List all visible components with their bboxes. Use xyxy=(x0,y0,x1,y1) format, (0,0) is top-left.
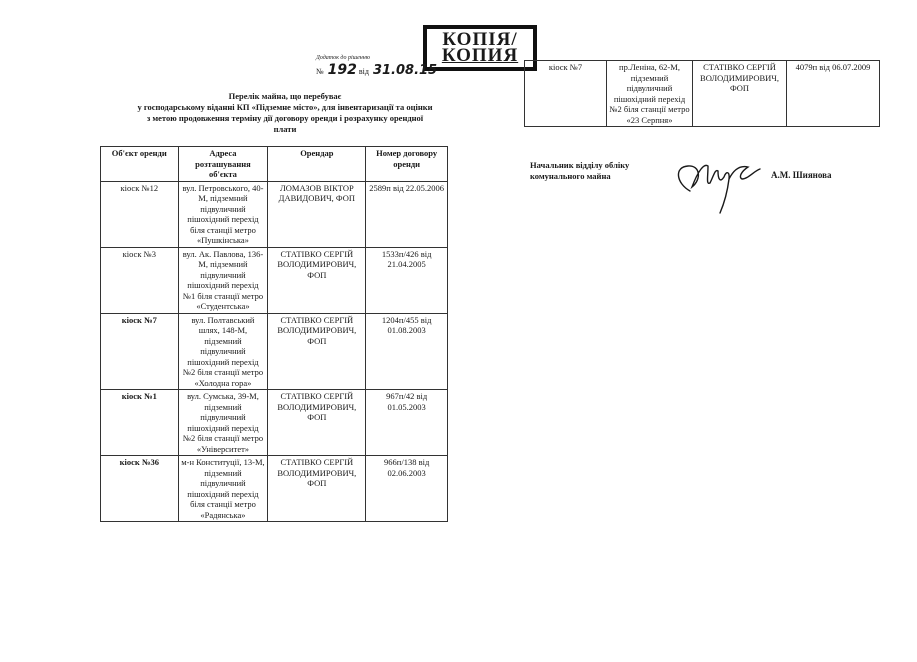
annex-number: 192 xyxy=(327,62,357,78)
table-row xyxy=(101,181,448,247)
cell-object: кіоск №3 xyxy=(101,247,179,313)
annex-date: 31.08.15 xyxy=(372,63,438,78)
header-object: Об'єкт оренди xyxy=(101,147,179,182)
header-tenant: Орендар xyxy=(268,147,366,182)
cell-tenant: СТАТІВКО СЕРГІЙ ВОЛОДИМИРОВИЧ, ФОП xyxy=(268,390,366,456)
table-row xyxy=(101,313,448,390)
stamp-line-2: КОПИЯ xyxy=(441,45,519,66)
cell-object: кіоск №12 xyxy=(101,181,179,247)
copy-stamp xyxy=(423,25,537,71)
header-contract: Номер договору оренди xyxy=(366,147,448,182)
table-row xyxy=(101,390,448,456)
table-row xyxy=(101,456,448,522)
header-address: Адреса розташування об'єкта xyxy=(178,147,268,182)
cell-tenant: СТАТІВКО СЕРГІЙ ВОЛОДИМИРОВИЧ, ФОП xyxy=(268,456,366,522)
cell-object: кіоск №7 xyxy=(525,61,607,127)
annex-label: Додаток до рішенню xyxy=(316,55,370,61)
cell-contract: 1204п/455 від 01.08.2003 xyxy=(366,313,448,390)
cell-tenant: СТАТІВКО СЕРГІЙ ВОЛОДИМИРОВИЧ, ФОП xyxy=(268,247,366,313)
title-line-4: плати xyxy=(273,124,297,134)
title-line-1: Перелік майна, що перебуває xyxy=(228,91,342,101)
title-line-2: у господарському віданні КП «Підземне місто», для інвентаризації та оцінки xyxy=(137,102,433,112)
table-row xyxy=(525,61,880,127)
cell-tenant: СТАТІВКО СЕРГІЙ ВОЛОДИМИРОВИЧ, ФОП xyxy=(268,313,366,390)
cell-contract: 4079п від 06.07.2009 xyxy=(787,61,880,127)
cell-tenant: СТАТІВКО СЕРГІЙ ВОЛОДИМИРОВИЧ, ФОП xyxy=(693,61,787,127)
handwritten-signature xyxy=(668,157,768,219)
stamp-line-1: КОПІЯ/ xyxy=(442,29,518,50)
annex-date-prefix: від xyxy=(358,67,369,76)
signatory-position xyxy=(530,160,629,182)
cell-contract: 966п/138 від 02.06.2003 xyxy=(366,456,448,522)
table-header-row xyxy=(101,147,448,182)
cell-object: кіоск №1 xyxy=(101,390,179,456)
cell-tenant: ЛОМАЗОВ ВІКТОР ДАВИДОВИЧ, ФОП xyxy=(268,181,366,247)
cell-address: вул. Сумська, 39-М, підземний підвуличний пішохідний перехід №2 біля станції метро «Університет» xyxy=(178,390,268,456)
title-line-3: з метою продовження терміну дії договору оренди і розрахунку орендної xyxy=(146,113,424,123)
cell-contract: 1533п/426 від 21.04.2005 xyxy=(366,247,448,313)
signer-name: А.М. Шиянова xyxy=(771,170,832,180)
property-table xyxy=(100,146,448,522)
cell-contract: 2589п від 22.05.2006 xyxy=(366,181,448,247)
cell-address: вул. Ак. Павлова, 136-М, підземний підвуличний пішохідний перехід №1 біля станції метро «Студентська» xyxy=(178,247,268,313)
table-row xyxy=(101,247,448,313)
cell-address: м-н Конституції, 13-М, підземний підвуличний пішохідний перехід біля станції метро «Радянська» xyxy=(178,456,268,522)
annex-number-line xyxy=(316,62,437,78)
position-line-1: Начальник відділу обліку xyxy=(530,160,630,170)
annex-number-prefix: № xyxy=(316,67,324,76)
cell-address: вул. Петровського, 40-М, підземний підвуличний пішохідний перехід біля станції метро «Пушкінська» xyxy=(178,181,268,247)
position-line-2: комунального майна xyxy=(530,171,611,181)
continued-table xyxy=(524,60,880,127)
document-title xyxy=(100,91,470,135)
cell-contract: 967п/42 від 01.05.2003 xyxy=(366,390,448,456)
cell-address: вул. Полтавський шлях, 148-М, підземний підвуличний пішохідний перехід №2 біля станції метро «Холодна гора» xyxy=(178,313,268,390)
cell-address: пр.Леніна, 62-М, підземний підвуличний пішохідний перехід №2 біля станції метро «23 Серпня» xyxy=(607,61,693,127)
cell-object: кіоск №7 xyxy=(101,313,179,390)
cell-object: кіоск №36 xyxy=(101,456,179,522)
